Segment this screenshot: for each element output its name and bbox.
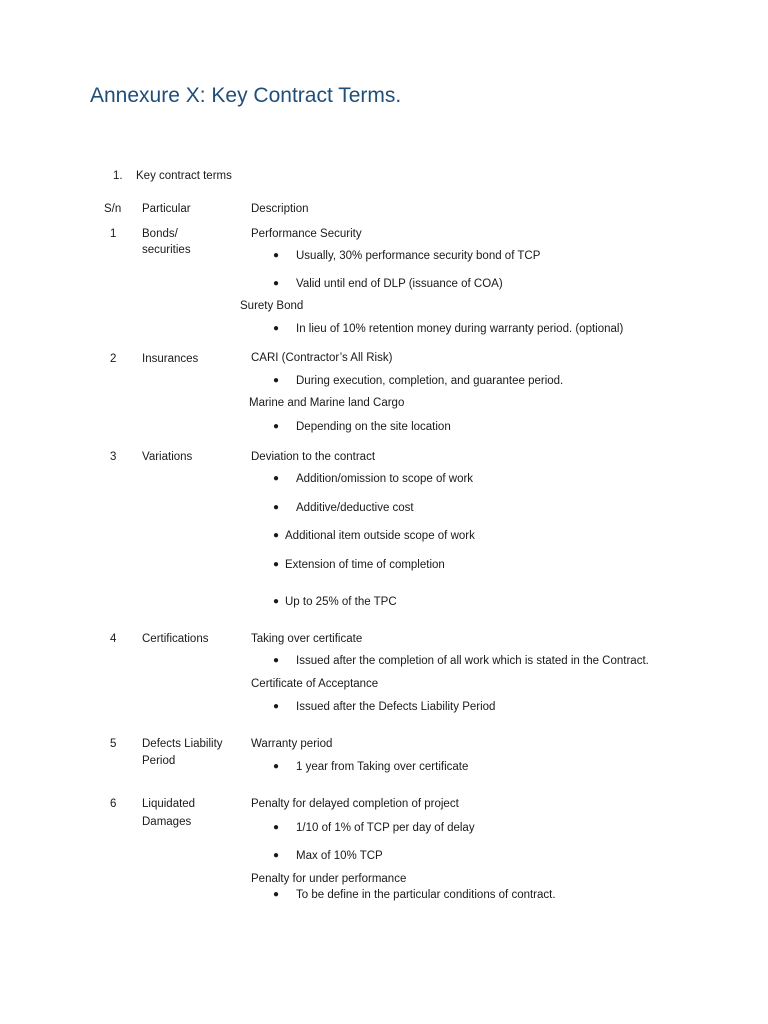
row-3-item: Extension of time of completion (285, 559, 445, 571)
bullet-icon: ● (273, 850, 280, 861)
row-6-particular-line1: Liquidated (142, 798, 196, 810)
row-5-subheading: Warranty period (251, 738, 333, 750)
page-title: Annexure X: Key Contract Terms. (90, 84, 402, 107)
bullet-icon: ● (273, 421, 280, 432)
row-3-item: Additive/deductive cost (296, 502, 414, 514)
row-1-item: Usually, 30% performance security bond of TCP (296, 250, 541, 262)
row-1-particular-line2: securities (142, 244, 191, 256)
row-5-sn: 5 (110, 738, 117, 750)
row-1-item: In lieu of 10% retention money during warranty period. (optional) (296, 323, 624, 335)
bullet-icon: ● (273, 323, 280, 334)
row-5-particular-line2: Period (142, 755, 176, 767)
section-heading: Key contract terms (136, 170, 232, 182)
row-3-item: Up to 25% of the TPC (285, 596, 397, 608)
bullet-icon: ● (273, 250, 280, 261)
row-4-item: Issued after the Defects Liability Period (296, 701, 496, 713)
row-1-sn: 1 (110, 228, 117, 240)
row-2-subheading: Marine and Marine land Cargo (249, 397, 405, 409)
row-5-item: 1 year from Taking over certificate (296, 761, 469, 773)
header-description: Description (251, 203, 309, 215)
bullet-icon: ● (273, 822, 280, 833)
row-6-item: Max of 10% TCP (296, 850, 383, 862)
bullet-icon: ● (273, 278, 280, 289)
bullet-icon: ● (273, 559, 280, 570)
bullet-icon: ● (273, 701, 280, 712)
row-1-item: Valid until end of DLP (issuance of COA) (296, 278, 503, 290)
row-4-subheading: Certificate of Acceptance (251, 678, 379, 690)
bullet-icon: ● (273, 596, 280, 607)
row-4-particular-line1: Certifications (142, 633, 209, 645)
bullet-icon: ● (273, 502, 280, 513)
row-3-item: Addition/omission to scope of work (296, 473, 474, 485)
row-6-subheading: Penalty for delayed completion of project (251, 798, 459, 810)
row-2-item: Depending on the site location (296, 421, 451, 433)
row-3-item: Additional item outside scope of work (285, 530, 475, 542)
bullet-icon: ● (273, 473, 280, 484)
header-sn: S/n (104, 203, 122, 215)
row-4-sn: 4 (110, 633, 117, 645)
row-1-subheading: Surety Bond (240, 300, 304, 312)
bullet-icon: ● (273, 530, 280, 541)
header-particular: Particular (142, 203, 191, 215)
row-3-particular-line1: Variations (142, 451, 193, 463)
row-3-sn: 3 (110, 451, 117, 463)
row-6-particular-line2: Damages (142, 816, 192, 828)
row-6-item: 1/10 of 1% of TCP per day of delay (296, 822, 475, 834)
bullet-icon: ● (273, 761, 280, 772)
bullet-icon: ● (273, 655, 280, 666)
row-1-particular-line1: Bonds/ (142, 228, 178, 240)
bullet-icon: ● (273, 889, 280, 900)
row-4-subheading: Taking over certificate (251, 633, 363, 645)
section-number: 1. (113, 170, 123, 182)
bullet-icon: ● (273, 375, 280, 386)
row-3-subheading: Deviation to the contract (251, 451, 376, 463)
row-5-particular-line1: Defects Liability (142, 738, 223, 750)
row-2-item: During execution, completion, and guarantee period. (296, 375, 564, 387)
row-2-sn: 2 (110, 353, 117, 365)
row-1-subheading: Performance Security (251, 228, 362, 240)
row-6-item: To be define in the particular conditions of contract. (296, 889, 556, 901)
row-2-particular-line1: Insurances (142, 353, 199, 365)
row-6-sn: 6 (110, 798, 117, 810)
row-4-item: Issued after the completion of all work which is stated in the Contract. (296, 655, 649, 667)
row-2-subheading: CARI (Contractor’s All Risk) (251, 352, 393, 364)
row-6-subheading: Penalty for under performance (251, 873, 407, 885)
